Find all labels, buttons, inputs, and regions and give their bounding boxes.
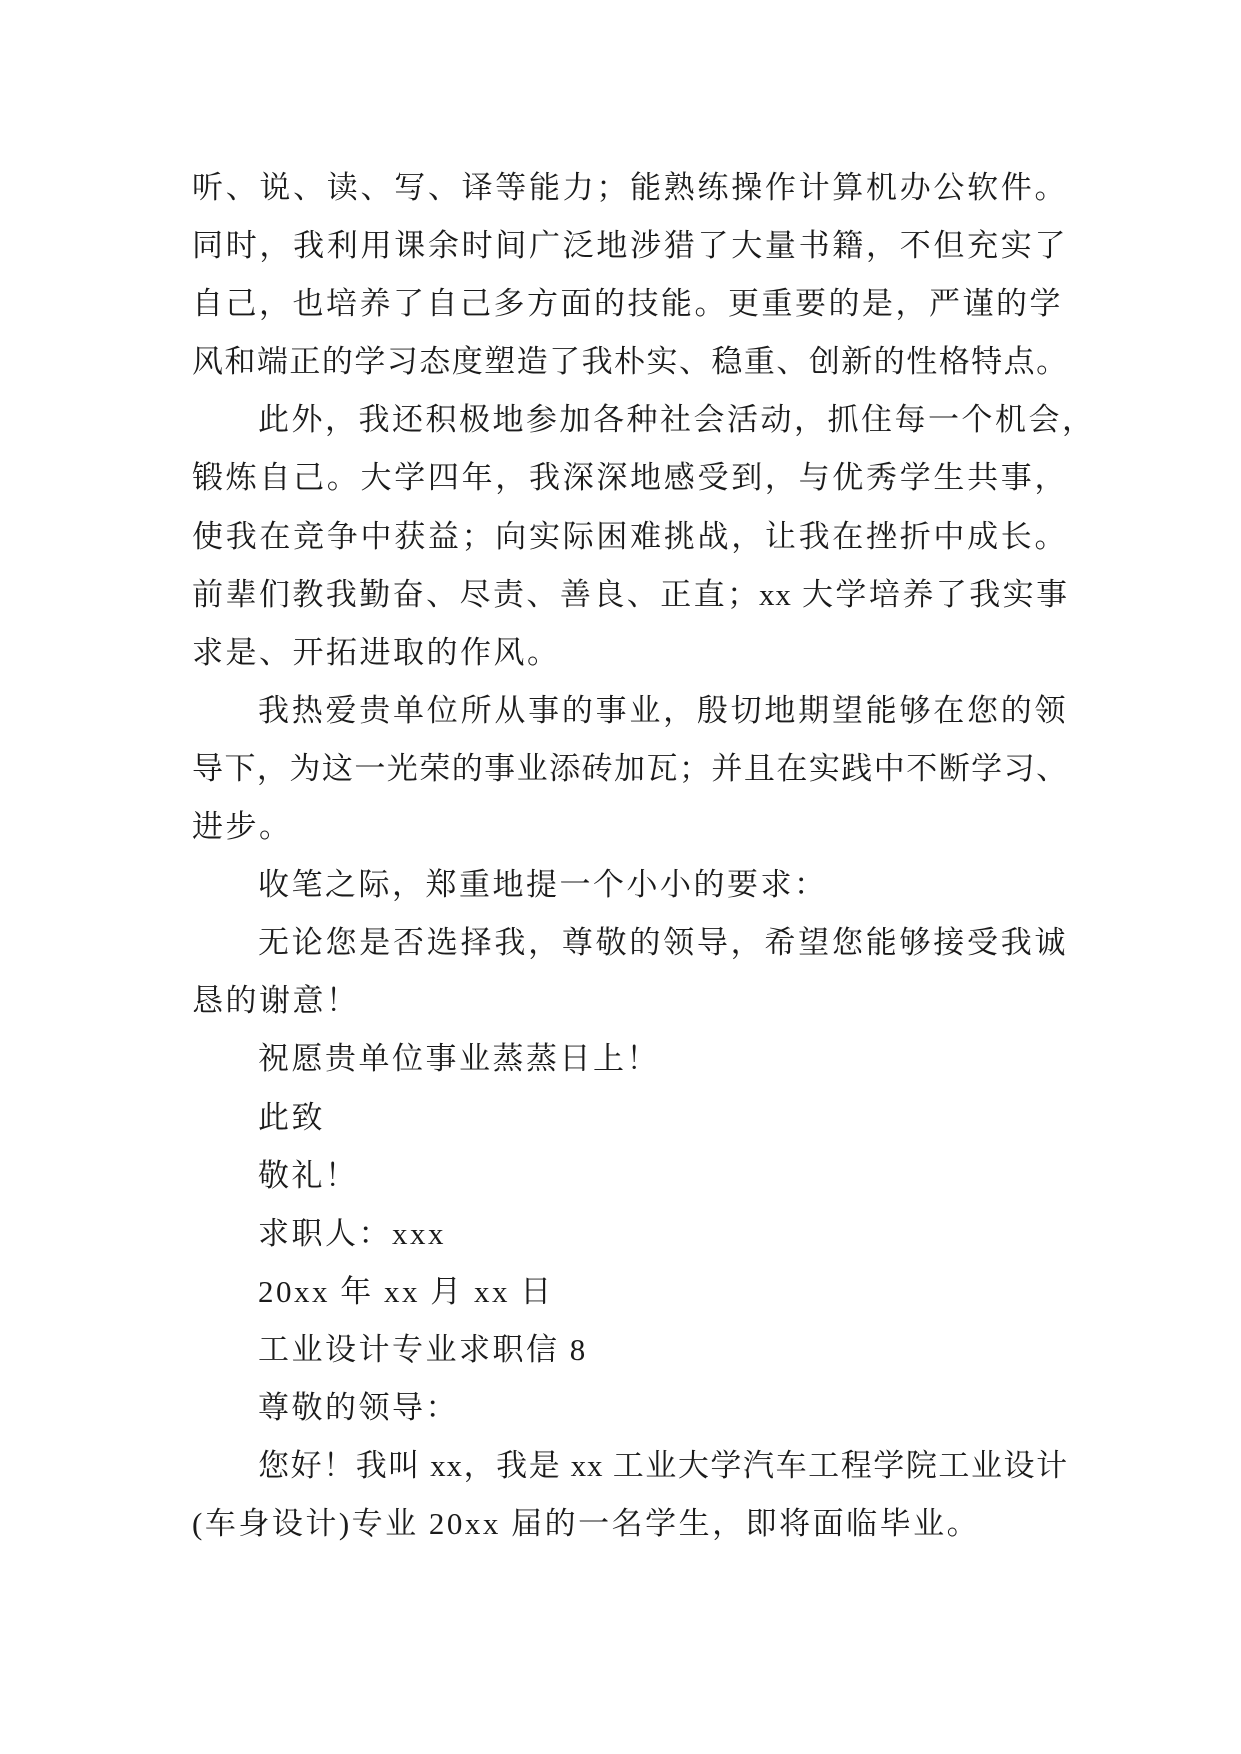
text-line: 使我在竞争中获益；向实际困难挑战，让我在挫折中成长。: [192, 518, 1068, 554]
text-line: 此外，我还积极地参加各种社会活动，抓住每一个机会，: [258, 402, 1096, 438]
closing-regards: [192, 1147, 1068, 1205]
text-line: 此致: [258, 1099, 325, 1135]
text-line: 锻炼自己。大学四年，我深深地感受到，与优秀学生共事，: [192, 460, 1068, 496]
text-line: 尊敬的领导：: [258, 1389, 459, 1425]
text-line: 进步。: [192, 809, 293, 845]
text-line: 求是、开拓进取的作风。: [192, 634, 561, 670]
paragraph-skills: [192, 159, 1068, 391]
text-line: 求职人：xxx: [258, 1215, 446, 1251]
text-line: 工业设计专业求职信 8: [258, 1331, 588, 1367]
text-line: 导下，为这一光荣的事业添砖加瓦；并且在实践中不断学习、: [192, 750, 1068, 786]
text-line: 20xx 年 xx 月 xx 日: [258, 1273, 554, 1309]
date-line: [192, 1263, 1068, 1321]
text-line: 听、说、读、写、译等能力；能熟练操作计算机办公软件。: [192, 170, 1068, 205]
signature-line: [192, 1205, 1068, 1263]
text-line: 风和端正的学习态度塑造了我朴实、稳重、创新的性格特点。: [192, 344, 1068, 380]
letter-title: [192, 1321, 1068, 1379]
text-line: 祝愿贵单位事业蒸蒸日上！: [258, 1041, 660, 1077]
greeting: [192, 1379, 1068, 1437]
text-line: 敬礼！: [258, 1157, 359, 1193]
paragraph-introduction: [192, 1437, 1068, 1553]
text-line: 我热爱贵单位所从事的事业，殷切地期望能够在您的领: [258, 692, 1068, 728]
paragraph-wishes: [192, 1030, 1068, 1088]
text-line: 您好！我叫 xx，我是 xx 工业大学汽车工程学院工业设计: [258, 1448, 1068, 1484]
paragraph-aspiration: [192, 682, 1068, 856]
closing-salutation: [192, 1089, 1068, 1147]
text-line: 恳的谢意！: [192, 983, 360, 1019]
document-page: [192, 159, 1096, 1553]
text-line: 收笔之际，郑重地提一个小小的要求：: [258, 867, 828, 903]
text-line: 同时，我利用课余时间广泛地涉猎了大量书籍，不但充实了: [192, 228, 1068, 264]
paragraph-thanks: [192, 914, 1068, 1030]
text-line: 无论您是否选择我，尊敬的领导，希望您能够接受我诚: [258, 925, 1068, 961]
paragraph-request-intro: [192, 856, 1068, 914]
text-line: (车身设计)专业 20xx 届的一名学生，即将面临毕业。: [192, 1506, 981, 1542]
paragraph-activities: [192, 391, 1096, 681]
text-line: 自己，也培养了自己多方面的技能。更重要的是，严谨的学: [192, 286, 1063, 322]
text-line: 前辈们教我勤奋、尽责、善良、正直；xx 大学培养了我实事: [192, 576, 1068, 612]
